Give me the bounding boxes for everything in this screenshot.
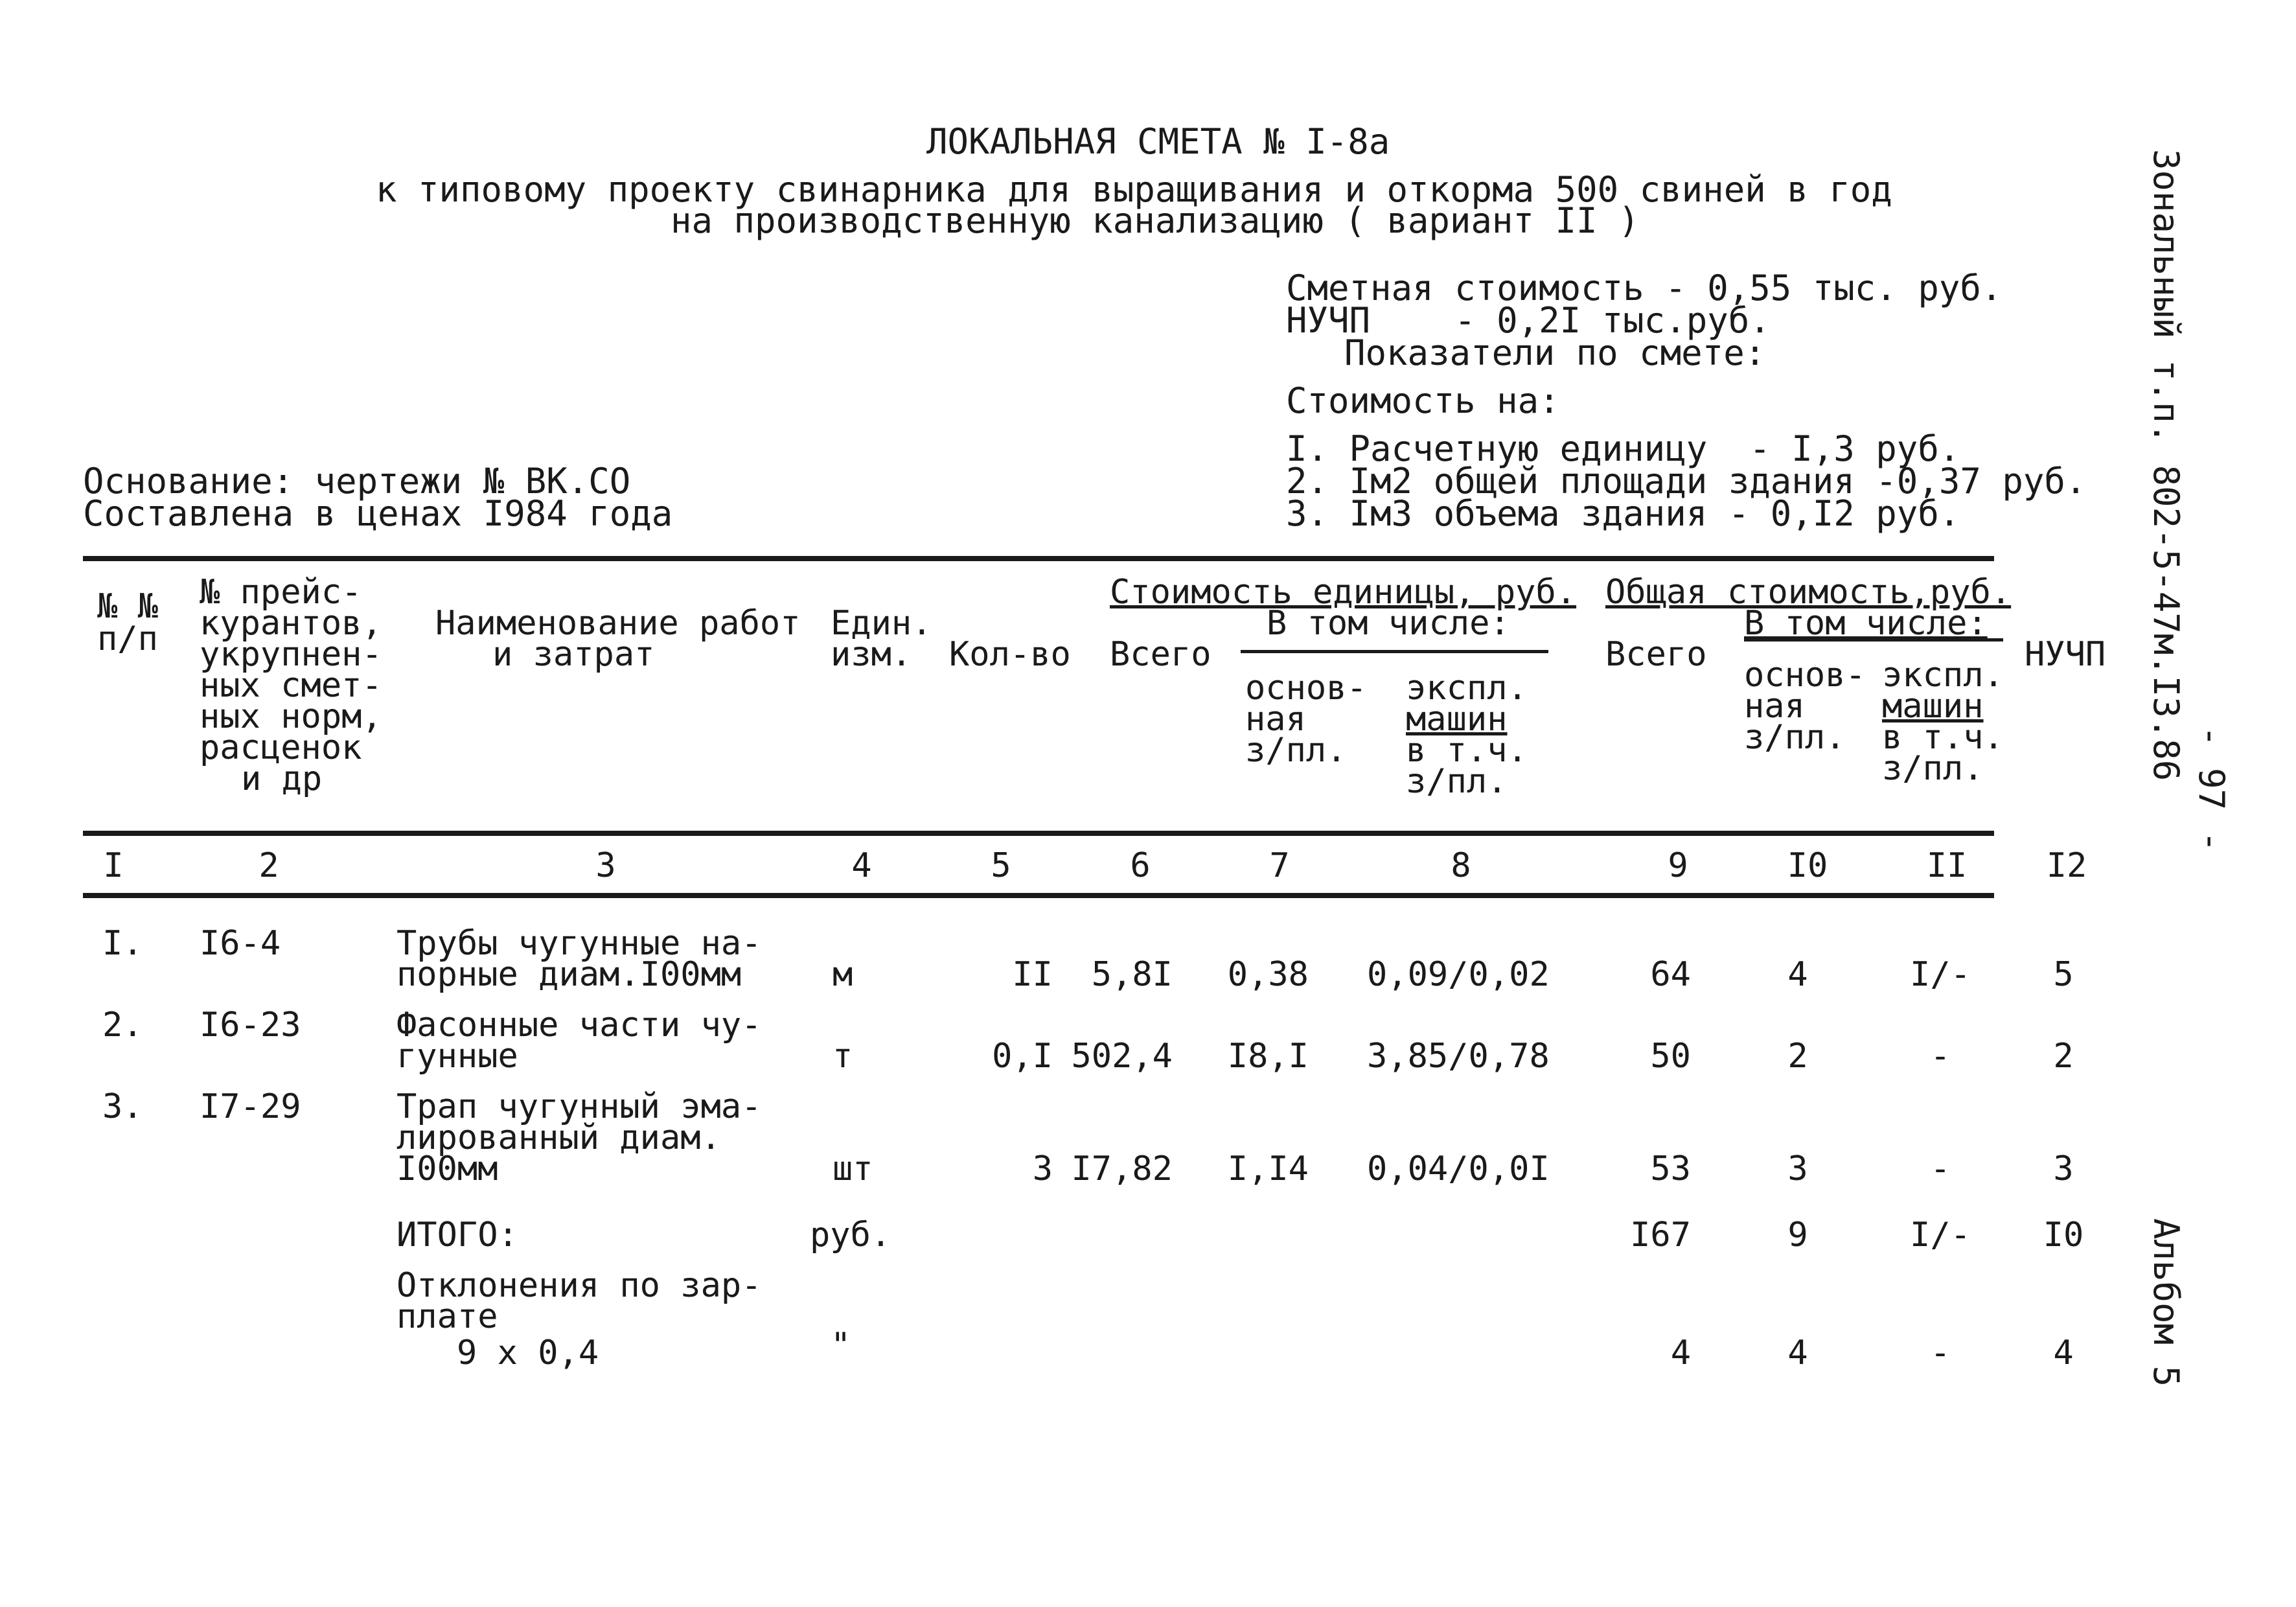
row-name-line2: гунные bbox=[396, 1037, 518, 1076]
header-col8-line4: з/пл. bbox=[1406, 762, 1508, 801]
column-number: 7 bbox=[1269, 846, 1290, 885]
header-col5: Кол-во bbox=[949, 635, 1071, 674]
deviation-total-mach: - bbox=[1930, 1334, 1951, 1372]
header-col7-line1: основ- bbox=[1245, 669, 1367, 708]
row-number: 3. bbox=[102, 1087, 143, 1126]
row-unit-base: 0,38 bbox=[1227, 955, 1309, 994]
row-code: I6-23 bbox=[200, 1006, 301, 1045]
row-total-base: 3 bbox=[1787, 1150, 1808, 1188]
row-total-mach: - bbox=[1930, 1037, 1951, 1076]
totals-nuchp: I0 bbox=[2043, 1216, 2084, 1254]
row-nuchp: 5 bbox=[2053, 955, 2074, 994]
header-col10-line3: з/пл. bbox=[1744, 718, 1846, 757]
column-number: 8 bbox=[1451, 846, 1471, 885]
estimated-cost: Сметная стоимость - 0,55 тыс. руб. bbox=[1286, 268, 2003, 308]
deviation-formula: 9 х 0,4 bbox=[457, 1334, 599, 1372]
header-col8-line1: экспл. bbox=[1406, 669, 1528, 708]
indicator-3: 3. Iм3 объема здания - 0,I2 руб. bbox=[1286, 493, 1960, 534]
header-col2-line6: расценок bbox=[200, 728, 362, 767]
row-name-line2: порные диам.I00мм bbox=[396, 955, 742, 994]
header-total-cost-group: Общая стоимость,руб. bbox=[1605, 573, 2012, 612]
basis-drawings: Основание: чертежи № ВК.СО bbox=[83, 461, 631, 502]
deviation-total: 4 bbox=[1670, 1334, 1691, 1372]
deviation-unit: " bbox=[831, 1326, 851, 1365]
header-col2-line4: ных смет- bbox=[200, 666, 382, 705]
row-qty: 0,I bbox=[992, 1037, 1053, 1076]
header-col2-line2: курантов, bbox=[200, 604, 382, 643]
header-bottom-rule bbox=[83, 831, 1994, 836]
column-numbers-rule bbox=[83, 893, 1994, 898]
row-nuchp: 3 bbox=[2053, 1150, 2074, 1188]
totals-total: I67 bbox=[1630, 1216, 1691, 1254]
header-col10-line1: основ- bbox=[1744, 656, 1866, 695]
row-unit: шт bbox=[832, 1150, 873, 1188]
row-nuchp: 2 bbox=[2053, 1037, 2074, 1076]
row-name-line1: Трубы чугунные на- bbox=[396, 924, 762, 963]
column-number: 2 bbox=[258, 846, 279, 885]
header-col2-line7: и др bbox=[241, 759, 323, 798]
indicator-2: 2. Iм2 общей площади здания -0,37 руб. bbox=[1286, 461, 2087, 502]
header-col3-line2: и затрат bbox=[492, 635, 655, 674]
deviation-label-line1: Отклонения по зар- bbox=[396, 1266, 762, 1305]
table-top-rule bbox=[83, 556, 1994, 561]
row-unit-mach: 3,85/0,78 bbox=[1367, 1037, 1550, 1076]
side-label-album: Альбом 5 bbox=[2146, 1218, 2187, 1387]
row-unit: м bbox=[832, 955, 853, 994]
row-name-line1: Трап чугунный эма- bbox=[396, 1087, 762, 1126]
column-number: 5 bbox=[991, 846, 1011, 885]
column-number: 6 bbox=[1130, 846, 1151, 885]
row-unit-base: I8,I bbox=[1227, 1037, 1309, 1076]
header-col8-line3: в т.ч. bbox=[1406, 731, 1528, 770]
header-col7-line3: з/пл. bbox=[1245, 731, 1347, 770]
column-number: I0 bbox=[1787, 846, 1828, 885]
totals-total-base: 9 bbox=[1787, 1216, 1808, 1254]
row-total-mach: I/- bbox=[1910, 955, 1971, 994]
unit-incl-rule bbox=[1241, 650, 1548, 653]
header-col7-line2: ная bbox=[1245, 700, 1306, 739]
deviation-nuchp: 4 bbox=[2053, 1334, 2074, 1372]
row-total-base: 4 bbox=[1787, 955, 1808, 994]
row-unit-mach: 0,04/0,0I bbox=[1367, 1150, 1550, 1188]
column-number: II bbox=[1926, 846, 1968, 885]
row-name-line3: I00мм bbox=[396, 1150, 498, 1188]
header-col2-line3: укрупнен- bbox=[200, 635, 382, 674]
row-name-line1: Фасонные части чу- bbox=[396, 1006, 762, 1045]
row-unit: т bbox=[832, 1037, 853, 1076]
header-unit-cost-group: Стоимость единицы, руб. bbox=[1110, 573, 1577, 612]
header-col6: Всего bbox=[1110, 635, 1211, 674]
row-total: 53 bbox=[1650, 1150, 1691, 1188]
row-name-line2: лированный диам. bbox=[396, 1118, 721, 1157]
indicators-title: Показатели по смете: bbox=[1344, 332, 1766, 373]
header-col11-line4: з/пл. bbox=[1882, 749, 1984, 788]
side-label-page-number: - 97 - bbox=[2191, 726, 2232, 853]
header-col11-line2: машин bbox=[1882, 687, 1984, 726]
indicator-1: I. Расчетную единицу - I,3 руб. bbox=[1286, 428, 1960, 469]
row-unit-total: 5,8I bbox=[1091, 955, 1173, 994]
column-number: I bbox=[103, 846, 124, 885]
nuchp-cost: НУЧП - 0,2I тыс.руб. bbox=[1286, 300, 1771, 341]
row-number: 2. bbox=[102, 1006, 143, 1045]
row-qty: II bbox=[1012, 955, 1053, 994]
row-code: I7-29 bbox=[200, 1087, 301, 1126]
deviation-total-base: 4 bbox=[1787, 1334, 1808, 1372]
header-col2-line5: ных норм, bbox=[200, 697, 382, 736]
header-total-incl: В том числе: bbox=[1744, 604, 1988, 643]
deviation-label-line2: плате bbox=[396, 1297, 498, 1336]
cost-for-label: Стоимость на: bbox=[1286, 380, 1560, 421]
column-number: 9 bbox=[1668, 846, 1688, 885]
basis-prices: Составлена в ценах I984 года bbox=[83, 493, 673, 534]
column-number: 3 bbox=[595, 846, 616, 885]
totals-unit: руб. bbox=[810, 1216, 891, 1254]
row-unit-total: 502,4 bbox=[1071, 1037, 1173, 1076]
document-title: ЛОКАЛЬНАЯ СМЕТА № I-8а bbox=[926, 121, 1390, 162]
header-col11-line3: в т.ч. bbox=[1882, 718, 2004, 757]
header-col2-line1: № прейс- bbox=[200, 573, 362, 612]
header-col1-line2: п/п bbox=[97, 619, 158, 658]
header-col8-line2: машин bbox=[1406, 700, 1508, 739]
row-qty: 3 bbox=[1032, 1150, 1053, 1188]
row-total-base: 2 bbox=[1787, 1037, 1808, 1076]
document-subtitle-line1: к типовому проекту свинарника для выращивания и откорма 500 свиней в год bbox=[376, 169, 1892, 210]
header-col3-line1: Наименование работ bbox=[435, 604, 801, 643]
side-label-project: Зональный т.п. 802-5-47м.I3.86 bbox=[2146, 149, 2187, 781]
header-col4-line1: Един. bbox=[831, 604, 932, 643]
totals-label: ИТОГО: bbox=[396, 1216, 518, 1254]
row-code: I6-4 bbox=[200, 924, 281, 963]
header-col11-line1: экспл. bbox=[1882, 656, 2004, 695]
row-number: I. bbox=[102, 924, 143, 963]
column-number: I2 bbox=[2046, 846, 2087, 885]
row-total: 50 bbox=[1650, 1037, 1691, 1076]
header-col12: НУЧП bbox=[2025, 635, 2106, 674]
row-total: 64 bbox=[1650, 955, 1691, 994]
document-subtitle-line2: на производственную канализацию ( вариант II ) bbox=[671, 200, 1640, 241]
row-unit-total: I7,82 bbox=[1071, 1150, 1173, 1188]
header-col1-line1: № № bbox=[97, 587, 158, 626]
column-number: 4 bbox=[851, 846, 872, 885]
header-col9: Всего bbox=[1605, 635, 1707, 674]
header-col4-line2: изм. bbox=[831, 635, 912, 674]
totals-total-mach: I/- bbox=[1910, 1216, 1971, 1254]
header-col10-line2: ная bbox=[1744, 687, 1805, 726]
row-unit-base: I,I4 bbox=[1227, 1150, 1309, 1188]
row-unit-mach: 0,09/0,02 bbox=[1367, 955, 1550, 994]
row-total-mach: - bbox=[1930, 1150, 1951, 1188]
header-unit-incl: В том числе: bbox=[1267, 604, 1510, 643]
